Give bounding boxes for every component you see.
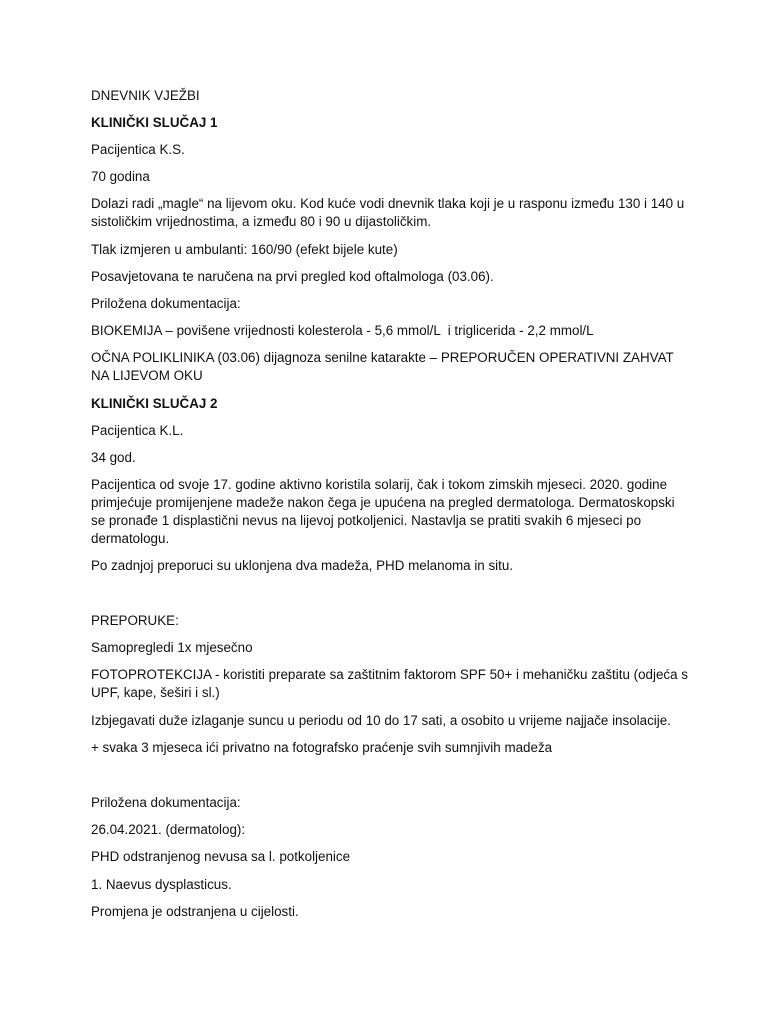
case2-age: 34 god. (91, 450, 136, 465)
case2-patient: Pacijentica K.L. (91, 423, 184, 438)
case2-doc-date: 26.04.2021. (dermatolog): (91, 822, 246, 837)
case2-history: Pacijentica od svoje 17. godine aktivno koristila solarij, čak i tokom zimskih mjeseci. 2020. godine primjećuje promijenjene madeže nakon čega je upućena na pregled dermatologa. Dermatoskopski se pronađe 1 displastični nevus na lijevoj potkoljenici. Nastavlja se pratiti svakih 6 mjeseci po dermatologu. (91, 477, 679, 546)
case1-heading: KLINIČKI SLUČAJ 1 (91, 115, 218, 130)
case1-documentation-label: Priložena dokumentacija: (91, 296, 241, 311)
recommendation-item: + svaka 3 mjeseca ići privatno na fotografsko praćenje svih sumnjivih madeža (91, 740, 553, 755)
case2-documentation-label: Priložena dokumentacija: (91, 795, 241, 810)
case1-referral: Posavjetovana te naručena na prvi pregled kod oftalmologa (03.06). (91, 269, 494, 284)
case2-last-recommendation: Po zadnjoj preporuci su uklonjena dva madeža, PHD melanoma in situ. (91, 558, 514, 573)
document-title: DNEVNIK VJEŽBI (91, 88, 200, 103)
case2-doc-phd: PHD odstranjenog nevusa sa l. potkoljenice (91, 849, 351, 864)
case2-doc-diagnosis: 1. Naevus dysplasticus. (91, 877, 232, 892)
case1-biochem: BIOKEMIJA – povišene vrijednosti kolesterola - 5,6 mmol/L i triglicerida - 2,2 mmol/L (91, 323, 594, 338)
case1-eye-clinic: OČNA POLIKLINIKA (03.06) dijagnoza senilne katarakte – PREPORUČEN OPERATIVNI ZAHVAT NA LIJEVOM OKU (91, 350, 678, 383)
recommendation-item: FOTOPROTEKCIJA - koristiti preparate sa zaštitnim faktorom SPF 50+ i mehaničku zaštitu (odjeća s UPF, kape, šeširi i sl.) (91, 667, 692, 700)
case1-age: 70 godina (91, 169, 150, 184)
case1-blood-pressure: Tlak izmjeren u ambulanti: 160/90 (efekt bijele kute) (91, 242, 398, 257)
case1-complaint: Dolazi radi „magle“ na lijevom oku. Kod kuće vodi dnevnik tlaka koji je u rasponu između 130 i 140 u sistoličkim vrijednostima, a između 80 i 90 u dijastoličkim. (91, 196, 688, 229)
recommendations-label: PREPORUKE: (91, 613, 179, 628)
recommendation-item: Izbjegavati duže izlaganje suncu u periodu od 10 do 17 sati, a osobito u vrijeme najjače insolacije. (91, 713, 671, 728)
case1-patient: Pacijentica K.S. (91, 142, 185, 157)
case2-doc-result: Promjena je odstranjena u cijelosti. (91, 904, 299, 919)
recommendation-item: Samopregledi 1x mjesečno (91, 640, 253, 655)
case2-heading: KLINIČKI SLUČAJ 2 (91, 396, 218, 411)
